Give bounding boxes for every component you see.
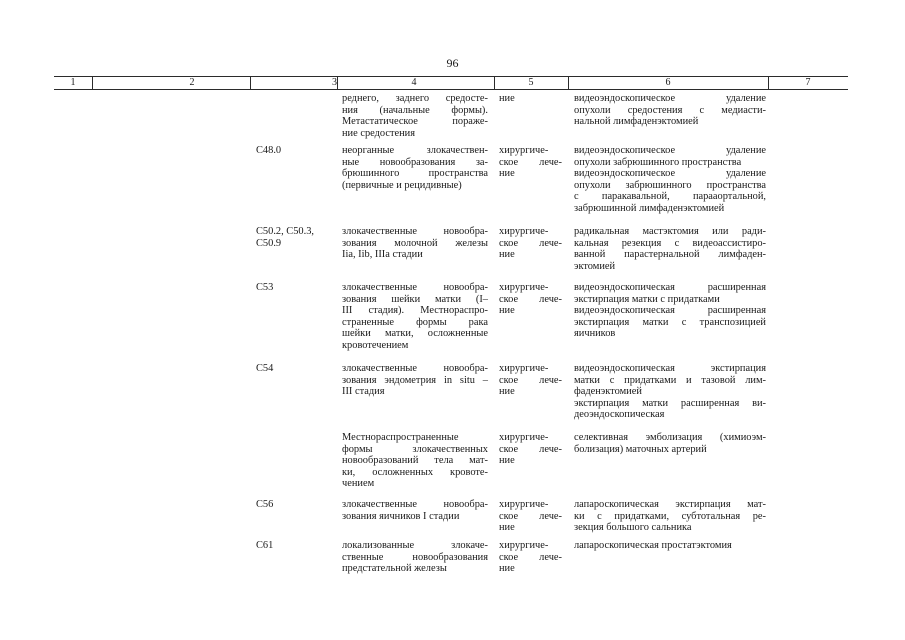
treatment-cell-line: хирургиче- (499, 432, 549, 443)
method-cell-line: кальная резекция с видеоассистиро- (574, 237, 766, 249)
method-cell-line: видеоэндоскопическая расширенная (574, 282, 766, 293)
treatment-cell-line: ние (499, 522, 515, 534)
diagnosis-cell-line: зования молочной железы (342, 237, 488, 249)
method-cell (574, 145, 766, 215)
treatment-cell (499, 93, 562, 105)
diagnosis-cell-line: Местнораспространенные (342, 432, 459, 443)
diagnosis-cell-line: Iia, Iib, IIIa стадии (342, 249, 423, 261)
treatment-cell-line: ское лече- (499, 293, 562, 305)
diagnosis-cell-line: реднего, заднего средосте- (342, 93, 488, 104)
code-cell-line: C50.2, C50.3, (256, 226, 315, 237)
treatment-cell-line: ское лече- (499, 510, 562, 522)
method-cell-line: ки с придатками, субтотальная ре- (574, 510, 766, 522)
diagnosis-cell-line: локализованные злокаче- (342, 540, 488, 551)
method-cell-line: опухоли забрюшинного пространства (574, 179, 766, 191)
code-cell (256, 540, 332, 552)
diagnosis-cell-line: (первичные и рецидивные) (342, 179, 462, 191)
code-cell-line: C48.0 (256, 145, 282, 156)
method-cell-line: опухоли средостения с медиасти- (574, 104, 766, 116)
method-cell-line: фаденэктомией (574, 386, 642, 398)
treatment-cell-line: ние (499, 249, 515, 261)
treatment-cell-line: ское лече- (499, 551, 562, 563)
diagnosis-cell-line: шейки матки, осложненные (342, 328, 488, 340)
code-cell-line: C61 (256, 540, 274, 551)
column-header-2: 2 (189, 77, 195, 88)
diagnosis-cell-line: злокачественные новообра- (342, 499, 488, 510)
method-cell-line: эктомией (574, 260, 616, 272)
treatment-cell (499, 226, 562, 261)
table-header-row (54, 76, 848, 90)
treatment-cell-line: хирургиче- (499, 226, 549, 237)
method-cell-line: видеоэндоскопическое удаление (574, 93, 766, 104)
column-divider-4 (494, 76, 495, 90)
method-cell-line: болизация) маточных артерий (574, 443, 707, 455)
method-cell (574, 282, 766, 340)
treatment-cell-line: ние (499, 386, 515, 398)
code-cell-line: C53 (256, 282, 274, 293)
treatment-cell-line: ское лече- (499, 374, 562, 386)
diagnosis-cell (342, 282, 488, 352)
column-header-3: 3 (332, 77, 337, 88)
treatment-cell-line: ние (499, 563, 515, 575)
treatment-cell-line: ское лече- (499, 237, 562, 249)
method-cell-line: деоэндоскопическая (574, 409, 665, 421)
treatment-cell-line: ние (499, 93, 515, 104)
code-cell-line: C54 (256, 363, 274, 374)
method-cell-line: радикальная мастэктомия или ради- (574, 226, 766, 237)
diagnosis-cell-line: зования эндометрия in situ – (342, 374, 488, 386)
method-cell-line: видеоэндоскопическое удаление (574, 145, 766, 156)
method-cell-line: опухоли забрюшинного пространства (574, 156, 742, 168)
treatment-cell (499, 499, 562, 534)
treatment-cell (499, 145, 562, 180)
treatment-cell (499, 540, 562, 575)
method-cell-line: видеоэндоскопическая экстирпация (574, 363, 766, 374)
method-cell (574, 226, 766, 272)
method-cell-line: нальной лимфаденэктомией (574, 116, 699, 128)
treatment-cell (499, 282, 562, 317)
method-cell-line: селективная эмболизация (химиоэм- (574, 432, 766, 443)
diagnosis-cell-line: Метастатическое пораже- (342, 116, 488, 128)
treatment-cell (499, 363, 562, 398)
diagnosis-cell (342, 93, 488, 139)
diagnosis-cell-line: ки, осложненных кровоте- (342, 466, 488, 478)
method-cell-line: лапароскопическая простатэктомия (574, 540, 732, 551)
column-divider-1 (92, 76, 93, 90)
diagnosis-cell (342, 540, 488, 575)
diagnosis-cell-line: злокачественные новообра- (342, 226, 488, 237)
diagnosis-cell-line: III стадия). Местнораспро- (342, 305, 488, 317)
code-cell (256, 499, 332, 511)
diagnosis-cell-line: зования яичников I стадии (342, 510, 460, 522)
method-cell-line: видеоэндоскопическое удаление (574, 168, 766, 180)
diagnosis-cell-line: ные новообразования за- (342, 156, 488, 168)
treatment-cell-line: ние (499, 168, 515, 180)
diagnosis-cell-line: неорганные злокачествен- (342, 145, 488, 156)
treatment-cell-line: ское лече- (499, 156, 562, 168)
code-cell (256, 145, 332, 157)
treatment-cell-line: ние (499, 455, 515, 467)
method-cell-line: зекция большого сальника (574, 522, 692, 534)
method-cell (574, 432, 766, 455)
column-divider-5 (568, 76, 569, 90)
column-header-1: 1 (70, 77, 76, 88)
method-cell-line: лапароскопическая экстирпация мат- (574, 499, 766, 510)
method-cell-line: с паракавальной, парааортальной, (574, 191, 766, 203)
method-cell-line: экстирпация матки с транспозицией (574, 316, 766, 328)
diagnosis-cell (342, 363, 488, 398)
diagnosis-cell-line: ния (начальные формы). (342, 104, 488, 116)
treatment-cell-line: хирургиче- (499, 499, 549, 510)
diagnosis-cell-line: брюшинного пространства (342, 168, 488, 180)
treatment-cell-line: хирургиче- (499, 540, 549, 551)
diagnosis-cell-line: предстательной железы (342, 563, 447, 575)
method-cell-line: яичников (574, 328, 616, 340)
diagnosis-cell-line: новообразований тела мат- (342, 455, 488, 467)
column-divider-2 (250, 76, 251, 90)
column-divider-6 (768, 76, 769, 90)
diagnosis-cell-line: злокачественные новообра- (342, 363, 488, 374)
diagnosis-cell-line: зования шейки матки (I– (342, 293, 488, 305)
code-cell (256, 363, 332, 375)
treatment-cell-line: хирургиче- (499, 363, 549, 374)
column-header-7: 7 (805, 77, 811, 88)
code-cell (256, 226, 332, 249)
method-cell-line: видеоэндоскопическая расширенная (574, 305, 766, 317)
method-cell-line: забрюшинной лимфаденэктомией (574, 202, 725, 214)
treatment-cell-line: хирургиче- (499, 145, 549, 156)
method-cell (574, 499, 766, 534)
diagnosis-cell (342, 145, 488, 191)
code-cell-line: C56 (256, 499, 274, 510)
diagnosis-cell-line: ственные новообразования (342, 551, 488, 563)
diagnosis-cell-line: III стадия (342, 386, 385, 398)
diagnosis-cell-line: ние средостения (342, 127, 416, 139)
treatment-cell-line: ское лече- (499, 443, 562, 455)
diagnosis-cell-line: злокачественные новообра- (342, 282, 488, 293)
column-divider-3 (337, 76, 338, 90)
diagnosis-cell-line: чением (342, 478, 375, 490)
method-cell (574, 93, 766, 128)
treatment-cell-line: ние (499, 305, 515, 317)
column-header-6: 6 (665, 77, 671, 88)
method-cell-line: матки с придатками и тазовой лим- (574, 374, 766, 386)
code-cell-line: C50.9 (256, 237, 282, 249)
treatment-cell (499, 432, 562, 467)
code-cell (256, 282, 332, 294)
method-cell-line: экстирпация матки расширенная ви- (574, 397, 766, 409)
method-cell (574, 363, 766, 421)
diagnosis-cell-line: кровотечением (342, 339, 409, 351)
diagnosis-cell (342, 226, 488, 261)
column-header-5: 5 (528, 77, 534, 88)
method-cell (574, 540, 766, 552)
diagnosis-cell-line: страненные формы рака (342, 316, 488, 328)
treatment-cell-line: хирургиче- (499, 282, 549, 293)
diagnosis-cell-line: формы злокачественных (342, 443, 488, 455)
column-header-4: 4 (411, 77, 417, 88)
method-cell-line: экстирпация матки с придатками (574, 293, 720, 305)
method-cell-line: ванной парастернальной лимфаден- (574, 249, 766, 261)
diagnosis-cell (342, 499, 488, 522)
diagnosis-cell (342, 432, 488, 490)
page-number: 96 (446, 56, 459, 70)
